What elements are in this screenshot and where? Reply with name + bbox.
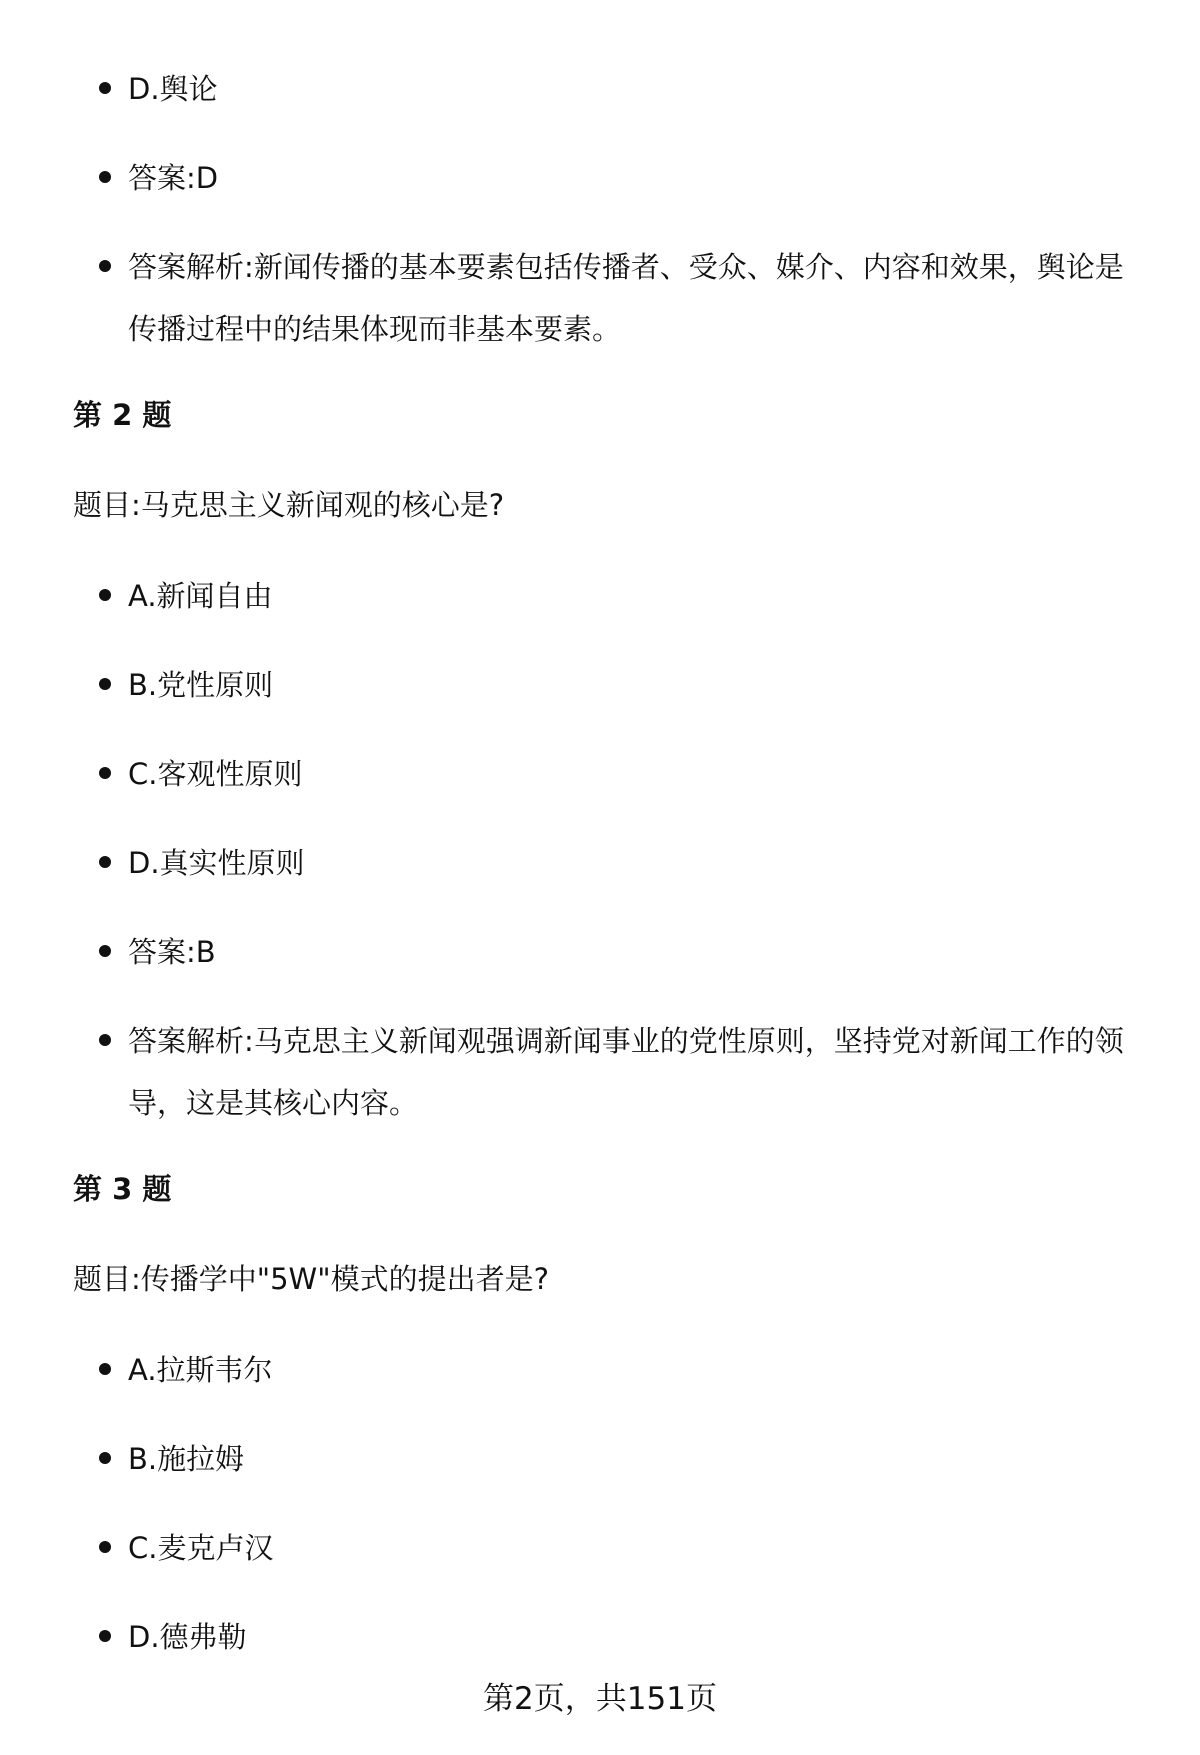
answer-text: 答案:D [128, 161, 219, 195]
option-b [128, 654, 1148, 716]
option-c [128, 1517, 1148, 1579]
bullet-icon [99, 82, 111, 94]
explanation-text: 答案解析:马克思主义新闻观强调新闻事业的党性原则，坚持党对新闻工作的领导，这是其核心内容。 [128, 1024, 1124, 1120]
option-text: B.党性原则 [128, 668, 274, 702]
option-d [128, 58, 1148, 120]
explanation-text: 答案解析:新闻传播的基本要素包括传播者、受众、媒介、内容和效果，舆论是传播过程中的结果体现而非基本要素。 [128, 250, 1124, 346]
bullet-icon [99, 678, 111, 690]
option-d [128, 1606, 1148, 1668]
bullet-icon [99, 1034, 111, 1046]
option-text: D.舆论 [128, 72, 218, 106]
bullet-icon [99, 171, 111, 183]
option-text: B.施拉姆 [128, 1442, 245, 1476]
option-d [128, 832, 1148, 894]
question-2-text: 题目:马克思主义新闻观的核心是? [73, 488, 505, 522]
option-text: A.拉斯韦尔 [128, 1353, 273, 1387]
option-b [128, 1428, 1148, 1490]
bullet-icon [99, 856, 111, 868]
option-a [128, 565, 1148, 627]
option-text: C.麦克卢汉 [128, 1531, 274, 1565]
bullet-icon [99, 589, 111, 601]
page-footer: 第2页，共151页 [483, 1681, 717, 1717]
option-text: A.新闻自由 [128, 579, 273, 613]
option-text: D.德弗勒 [128, 1620, 247, 1654]
bullet-icon [99, 1363, 111, 1375]
bullet-icon [99, 1630, 111, 1642]
answer [128, 921, 1148, 983]
answer-explanation [128, 236, 1148, 360]
option-text: C.客观性原则 [128, 757, 303, 791]
answer-explanation [128, 1010, 1148, 1134]
question-3-heading: 第 3 题 [73, 1172, 172, 1206]
bullet-icon [99, 1541, 111, 1553]
answer-text: 答案:B [128, 935, 216, 969]
bullet-icon [99, 767, 111, 779]
bullet-icon [99, 945, 111, 957]
option-a [128, 1339, 1148, 1401]
bullet-icon [99, 260, 111, 272]
option-c [128, 743, 1148, 805]
answer [128, 147, 1148, 209]
question-3-text: 题目:传播学中"5W"模式的提出者是? [73, 1262, 549, 1296]
bullet-icon [99, 1452, 111, 1464]
option-text: D.真实性原则 [128, 846, 305, 880]
question-2-heading: 第 2 题 [73, 398, 172, 432]
